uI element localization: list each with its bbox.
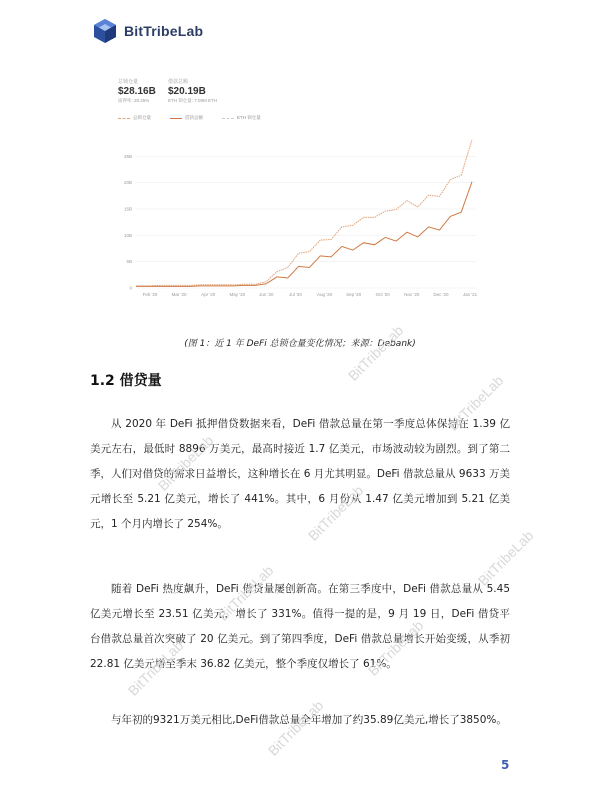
x-tick-label: Jul '20 [289, 292, 302, 297]
paragraph-3: 与年初的9321万美元相比,DeFi借款总量全年增加了约35.89亿美元,增长了3850%。 [111, 714, 507, 726]
stat-label: 总锁仓量 [118, 79, 139, 85]
y-tick-label: 10B [123, 232, 132, 238]
x-tick-label: Sep '20 [346, 292, 362, 297]
watermark: BitTribeLab [364, 617, 427, 679]
watermark: BitTribeLab [474, 527, 537, 589]
tvl-chart [110, 70, 492, 308]
watermark: BitTribeLab [154, 432, 217, 494]
watermark: BitTribeLab [344, 322, 407, 384]
y-tick-label: 25B [123, 153, 132, 159]
watermark: BitTribeLab [304, 482, 367, 544]
x-tick-label: Oct '20 [375, 292, 390, 297]
x-tick-label: May '20 [229, 292, 246, 297]
legend-label: 总锁仓量 [133, 115, 151, 120]
paragraph-2: 随着 DeFi 热度飙升，DeFi 借贷量屡创新高。在第三季度中，DeFi 借款总量从 5.45 亿美元增长至 23.51 亿美元，增长了 331%。值得一提的是，9 月 19 日，DeFi 借贷平台借款总量首次突破了 20 亿美元。到了第四季度，DeFi 借款总量增长开始变缓，从季初 22.81 亿美元增至季末 36.82 亿美元，整个季度仅增长了 61%。 [90, 583, 510, 670]
brand-name: BitTribeLab [124, 23, 204, 39]
x-tick-label: Feb '20 [142, 292, 158, 297]
chart-plot [110, 70, 492, 308]
stat-sub: 质押率: 28.25% [118, 98, 150, 103]
y-tick-label: 15B [123, 206, 132, 212]
page-number: 5 [501, 758, 510, 772]
figure-caption: (图 1：近 1 年 DeFi 总锁仓量变化情况；来源：Debank) [184, 339, 416, 349]
x-tick-label: Mar '20 [171, 292, 187, 297]
legend-label: ETH 锁仓量 [237, 115, 261, 120]
watermark: BitTribeLab [124, 637, 187, 699]
header [92, 16, 203, 46]
x-tick-label: Nov '20 [404, 292, 420, 297]
y-tick-label: 20B [123, 180, 132, 186]
y-tick-label: 5B [126, 259, 132, 265]
section-heading: 1.2 借贷量 [90, 373, 162, 389]
series-line-1 [136, 140, 472, 286]
y-tick-label: 0 [129, 285, 132, 291]
x-tick-label: Apr '20 [201, 292, 216, 297]
series-line-2 [136, 182, 472, 287]
legend-label: 借款总额 [185, 115, 203, 120]
stat-value: $28.16B [118, 86, 156, 97]
x-tick-label: Jun '20 [259, 292, 274, 297]
stat-sub: ETH 锁仓量: 7.09M ETH [168, 98, 218, 103]
stat-label: 借款总额 [168, 79, 189, 85]
watermark: BitTribeLab [444, 372, 507, 434]
x-tick-label: Dec '20 [433, 292, 449, 297]
watermark: BitTribeLab [214, 562, 277, 624]
watermark: BitTribeLab [264, 697, 327, 759]
x-tick-label: Aug '20 [316, 292, 333, 297]
x-tick-label: Jan '21 [462, 292, 478, 297]
cube-logo-icon [92, 18, 118, 44]
stat-value: $20.19B [168, 86, 206, 97]
paragraph-1: 从 2020 年 DeFi 抵押借贷数据来看，DeFi 借款总量在第一季度总体保持在 1.39 亿美元左右，最低时 8896 万美元，最高时接近 1.7 亿美元，市场波动较为剧烈。到了第二季，人们对借贷的需求日益增长，这种增长在 6 月尤其明显。DeFi 借款总量从 9633 万美元增长至 5.21 亿美元，增长了 441%。其中，6 月份从 1.47 亿美元增加到 5.21 亿美元，1 个月内增长了 254%。 [90, 418, 510, 530]
